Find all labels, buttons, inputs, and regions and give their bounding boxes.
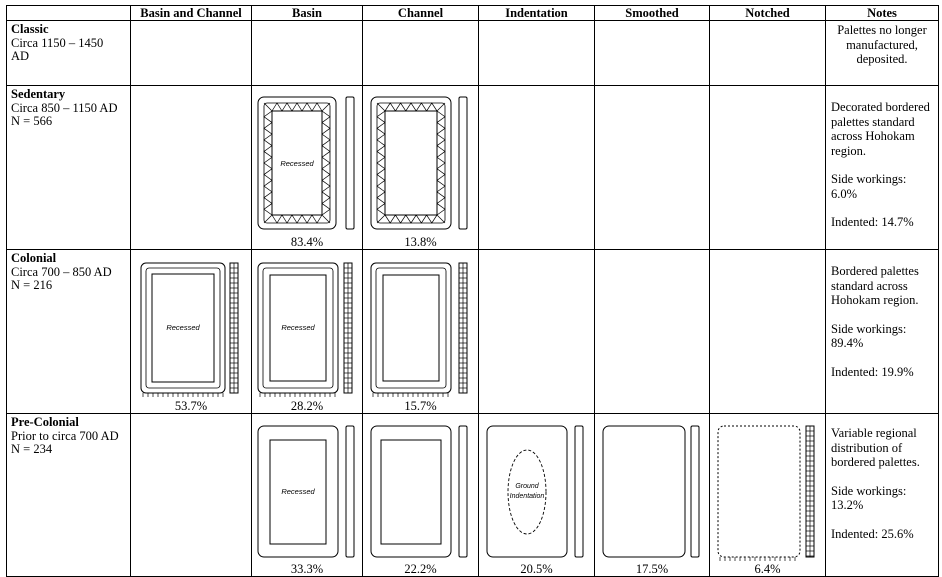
percentage-label: 6.4% [754,562,781,576]
percentage-label: 22.2% [404,562,437,576]
edge-notches-bottom [260,393,335,397]
zigzag-stroke [322,111,330,215]
empty-cell [131,21,252,86]
period-date: Circa 1150 – 1450 [11,35,104,50]
side-workings-note: Side workings: 13.2% [831,483,907,512]
colonial-basin-palette-drawing [252,250,363,409]
indentation-label: Indentation [509,493,545,500]
colonial-basin-cell [252,250,363,414]
indented-note: Indented: 25.6% [831,526,914,541]
recessed-label: Recessed [281,323,315,332]
ground-label: Ground [515,483,539,490]
corner-line [322,103,330,111]
zigzag-stroke [377,111,385,215]
empty-cell [710,86,826,250]
percentage-label: 83.4% [290,235,324,249]
channel-groove [381,440,441,544]
header-row [7,6,939,21]
side-profile [346,426,354,557]
header-indentation: Indentation [479,6,595,21]
pre-colonial-notched-palette-drawing [710,414,826,572]
percentage-label: 53.7% [174,399,208,413]
header-notched: Notched [710,6,826,21]
corner-line [377,215,385,223]
empty-cell [363,21,479,86]
pre-colonial-channel-cell [363,414,479,577]
zigzag-stroke [437,111,445,215]
side-profile [575,426,583,557]
channel-groove [383,275,439,381]
channel-groove [385,111,437,215]
header-basin: Basin [252,6,363,21]
empty-cell [252,21,363,86]
zigzag-stroke [385,215,437,223]
pre-colonial-notched-cell [710,414,826,577]
pre-colonial-basin-palette-drawing [252,414,363,572]
empty-cell [710,21,826,86]
notes-cell-colonial [826,250,939,414]
edge-notches-bottom [143,393,223,397]
empty-cell [595,21,710,86]
header-basin-and-channel: Basin and Channel [131,6,252,21]
side-working-marks [459,263,467,393]
notes-text: Bordered palettes standard across Hohokam region. [831,264,919,307]
period-sample-size: N = 566 [11,114,53,128]
palette-outline [718,426,800,557]
period-sample-size: N = 216 [11,278,53,292]
percentage-label: 20.5% [520,562,553,576]
row-sedentary [7,86,939,250]
palette-outline [603,426,685,557]
notes-cell-classic [826,21,939,86]
empty-cell [131,414,252,577]
side-profile [459,97,467,229]
pre-colonial-indentation-palette-drawing [479,414,595,572]
corner-line [264,103,272,111]
corner-line [377,103,385,111]
notes-text: Variable regional distribution of bordered palettes. [831,426,920,469]
sedentary-basin-cell [252,86,363,250]
period-date: Circa 700 – 850 AD [11,264,112,279]
colonial-channel-cell [363,250,479,414]
edge-notches-bottom [373,393,448,397]
ground-indentation [508,450,546,534]
percentage-label: 17.5% [635,562,669,576]
row-pre-colonial [7,414,939,577]
period-cell-pre-colonial [7,414,131,577]
sedentary-basin-palette-drawing [252,86,363,245]
zigzag-stroke [272,103,322,111]
period-sample-size: N = 234 [11,442,53,456]
period-cell-colonial [7,250,131,414]
zigzag-stroke [264,111,272,215]
empty-cell [479,21,595,86]
sedentary-channel-palette-drawing [363,86,479,245]
percentage-label: 15.7% [404,399,437,413]
colonial-basin-channel-palette-drawing [131,250,252,409]
percentage-label: 28.2% [290,399,324,413]
zigzag-stroke [272,215,322,223]
header-smoothed: Smoothed [595,6,710,21]
side-profile [346,97,354,229]
side-working-marks [344,263,352,393]
corner-line [264,215,272,223]
header-notes: Notes [826,6,939,21]
side-profile [459,426,467,557]
pre-colonial-smoothed-palette-drawing [595,414,710,572]
recessed-label: Recessed [166,323,200,332]
pre-colonial-smoothed-cell [595,414,710,577]
side-working-marks [806,426,814,557]
row-colonial [7,250,939,414]
colonial-basin-channel-cell [131,250,252,414]
period-date: Circa 850 – 1150 AD [11,100,118,115]
empty-cell [595,250,710,414]
period-name: Pre-Colonial [11,415,79,429]
row-classic [7,21,939,86]
period-name: Classic [11,22,49,36]
period-cell-classic [7,21,131,86]
colonial-channel-palette-drawing [363,250,479,409]
pre-colonial-basin-cell [252,414,363,577]
palette-outline [371,426,451,557]
recessed-label: Recessed [280,159,314,168]
empty-cell [479,86,595,250]
percentage-label: 13.8% [404,235,437,249]
corner-line [322,215,330,223]
recessed-label: Recessed [281,487,315,496]
indented-note: Indented: 19.9% [831,364,914,379]
empty-cell [479,250,595,414]
pre-colonial-channel-palette-drawing [363,414,479,572]
notes-cell-pre-colonial [826,414,939,577]
side-workings-note: Side workings: 6.0% [831,172,907,201]
empty-cell [595,86,710,250]
notes-cell-sedentary [826,86,939,250]
period-name: Colonial [11,251,57,265]
side-profile [691,426,699,557]
empty-cell [131,86,252,250]
indented-note: Indented: 14.7% [831,215,914,229]
period-date: Prior to circa 700 AD [11,428,119,443]
palette-outline [487,426,567,557]
corner-line [437,215,445,223]
percentage-label: 33.3% [290,562,324,576]
side-working-marks [230,263,238,393]
side-workings-note: Side workings: 89.4% [831,321,907,350]
sedentary-channel-cell [363,86,479,250]
empty-cell [710,250,826,414]
period-cell-sedentary [7,86,131,250]
border-inner [376,268,446,388]
zigzag-stroke [385,103,437,111]
palette-typology-table [6,5,939,577]
period-date-cont: AD [11,49,30,63]
period-name: Sedentary [11,87,66,101]
header-period [7,6,131,21]
edge-notches-bottom [720,557,795,561]
header-channel: Channel [363,6,479,21]
notes-text: Palettes no longer manufactured, deposited. [837,23,927,66]
corner-line [437,103,445,111]
pre-colonial-indentation-cell [479,414,595,577]
notes-text: Decorated bordered palettes standard across Hohokam region. [831,100,930,158]
